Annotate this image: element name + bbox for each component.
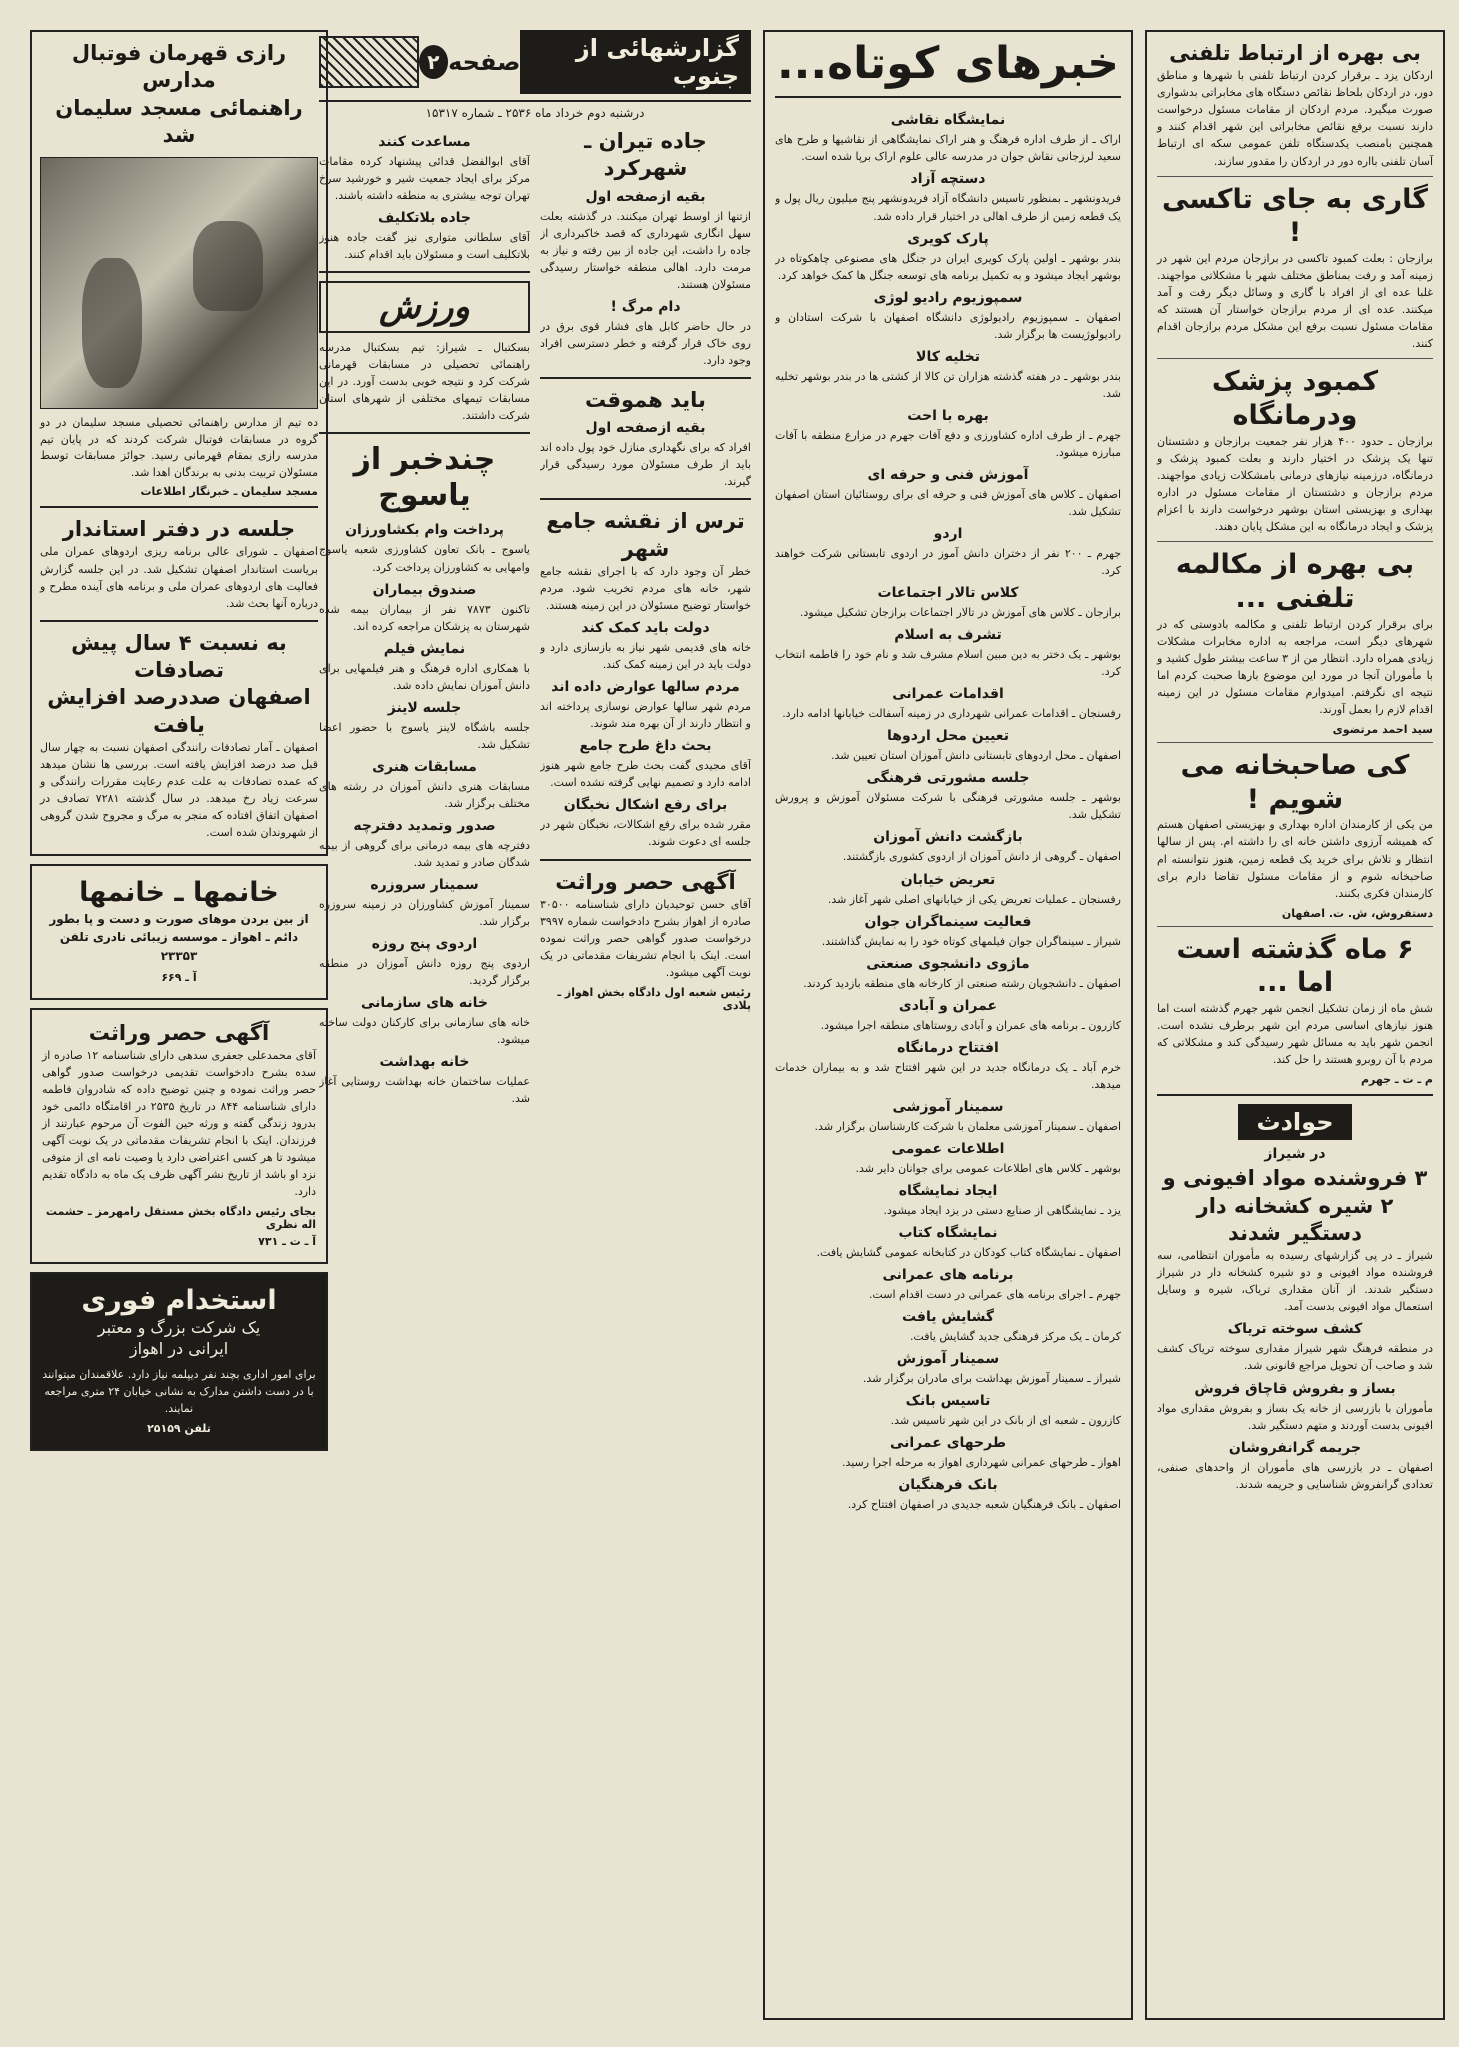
article-smuggler: مأموران با بازرسی از خانه یک بساز و بفروش مقداری مواد افیونی بدست آوردند و متهم دستگیر شد. bbox=[1157, 1401, 1433, 1432]
short-news-item-body: جهرم ـ اجرای برنامه های عمرانی در دست اقدام است. bbox=[868, 1287, 1121, 1301]
article-fear: خطر آن وجود دارد که با اجرای نقشه جامع شهر، خانه های مردم تخریب شود. مردم خواستار توضیح مسئولان در این زمینه هستند. bbox=[540, 565, 751, 613]
subhead-road-1: دام مرگ ! bbox=[610, 298, 681, 315]
short-news-item-body: اصفهان ـ سمپوزیوم رادیولوژی دانشگاه اصفهان با شرکت استادان و رادیولوژیست ها برگزار شد. bbox=[775, 310, 1121, 341]
short-news-item-heading: عمران و آبادی bbox=[898, 997, 998, 1014]
right-column bbox=[1145, 30, 1445, 2020]
headline-home-owner: کی صاحبخانه می شویم ! bbox=[1180, 749, 1410, 815]
short-news-item-body: شیراز ـ سینماگران جوان فیلمهای کوتاه خود را به نمایش گذاشتند. bbox=[821, 934, 1121, 948]
article-fear-1: خانه های قدیمی شهر نیاز به بازسازی دارد و دولت باید در این زمینه کمک کند. bbox=[540, 641, 751, 672]
short-news-item-body: جهرم ـ ۲۰۰ نفر از دختران دانش آموز در اردوی تابستانی شرکت خواهند کرد. bbox=[775, 547, 1121, 578]
ladies-ad-body: از بین بردن موهای صورت و دست و پا بطور دائم ـ اهواز ـ موسسه زیبائی نادری تلفن ۲۳۳۵۳ bbox=[49, 911, 309, 964]
short-news-item-heading: گشایش یافت bbox=[901, 1309, 995, 1326]
article-road-3: آقای سلطانی متواری نیز گفت جاده هنوز بلاتکلیف است و مسئولان باید اقدام کنند. bbox=[319, 231, 530, 262]
short-news-item-body: رفسنجان ـ اقدامات عمرانی شهرداری در زمینه آسفالت خیابانها ادامه دارد. bbox=[782, 707, 1121, 721]
yasouj-item-heading: نمایش فیلم bbox=[383, 640, 466, 657]
road-continued-from: بقیه ازصفحه اول bbox=[585, 188, 706, 205]
yasouj-item-heading: صندوق بیماران bbox=[372, 581, 477, 598]
article-road-1: در حال حاضر کابل های فشار قوی برق در روی خاک قرار گرفته و خطر دسترسی افراد وجود دارد. bbox=[540, 319, 751, 367]
article-must: افراد که برای نگهداری منازل خود پول داده اند باید از طرف مسئولان مورد رسیدگی قرار گیرند. bbox=[540, 441, 751, 489]
short-news-item-body: یزد ـ نمایشگاهی از صنایع دستی در یزد ایجاد میشود. bbox=[883, 1203, 1121, 1217]
short-news-item-body: کازرون ـ برنامه های عمران و آبادی روستاهای منطقه اجرا میشود. bbox=[820, 1018, 1121, 1032]
yasouj-item-body: جلسه باشگاه لاینز یاسوج با حضور اعضا تشکیل شد. bbox=[319, 720, 530, 751]
subhead-overpricing: جریمه گرانفروشان bbox=[1228, 1439, 1362, 1456]
section-tag: گزارشهائی از جنوب bbox=[520, 30, 751, 94]
left-column bbox=[30, 30, 328, 2020]
short-news-item-heading: اردو bbox=[933, 526, 963, 543]
short-news-item-body: اصفهان ـ محل اردوهای تابستانی دانش آموزان استان تعیین شد. bbox=[830, 749, 1121, 763]
short-news-item-heading: نمایشگاه نقاشی bbox=[890, 112, 1006, 129]
article-accidents: اصفهان ـ آمار تصادفات رانندگی اصفهان نسبت به چهار سال قبل صد درصد افزایش یافته است. بررسی ها نشان میدهد که عمده تصادفات به علت عدم رعایت مقررات رانندگی و سرعت زیاد رخ میدهد. در سال گذشته ۷۲۸۱ تصادف در اصفهان اتفاق افتاده که منجر به مرگ و مجروح شدن گروهی از شهروندان شده است. bbox=[40, 740, 318, 840]
signature-phone-call: سید احمد مرتضوی bbox=[1332, 722, 1433, 736]
article-meeting: اصفهان ـ شورای عالی برنامه ریزی اردوهای عمران ملی بریاست استاندار اصفهان تشکیل شد. در این جلسه گزارش فعالیت های اردوهای عمران ملی و برنامه های آینده مطرح و درباره آنها بحث شد. bbox=[40, 545, 318, 610]
yasouj-item-body: تاکنون ۷۸۷۳ نفر از بیماران بیمه شده شهرستان به پزشکان مراجعه کرده اند. bbox=[319, 602, 530, 633]
center-block bbox=[319, 30, 751, 2020]
subhead-fear-1: دولت باید کمک کند bbox=[581, 620, 710, 637]
short-news-item-heading: برنامه های عمرانی bbox=[882, 1266, 1014, 1283]
short-news-item-body: اراک ـ از طرف اداره فرهنگ و هنر اراک نمایشگاهی از نقاشیها و طرح های سعید لرزجانی نقاش جوان در مدرسه عالی علوم اراک برپا شده است. bbox=[775, 133, 1121, 164]
article-sports: بسکتبال ـ شیراز: تیم بسکتبال مدرسه راهنمائی تحصیلی در مسابقات قهرمانی شرکت کرد و نتیجه خوبی بدست آورد. در این مسابقات تیمهای مختلفی از شهرهای استان شرکت داشتند. bbox=[319, 341, 530, 423]
short-news-item-heading: پارک کویری bbox=[907, 230, 989, 247]
job-ad-line-2: ایرانی در اهواز bbox=[129, 1338, 229, 1358]
headline-fear: ترس از نقشه جامع شهر bbox=[546, 509, 745, 561]
short-news-item-heading: افتتاح درمانگاه bbox=[897, 1039, 999, 1056]
heir-ad bbox=[30, 1008, 328, 1265]
short-news-item-heading: ایجاد نمایشگاه bbox=[898, 1182, 998, 1199]
short-news-item-heading: ماژوی دانشجوی صنعتی bbox=[866, 955, 1030, 972]
article-fear-4: مقرر شده برای رفع اشکالات، نخبگان شهر در جلسه ای دعوت شوند. bbox=[540, 818, 751, 849]
article-opium-sellers: شیراز ـ در پی گزارشهای رسیده به مأموران انتظامی، سه فروشنده مواد افیونی و دو شیره کشخانه دار در شیراز دستگیر شدند. از آنان مقداری تریاک، شیره و وسایل استعمال مواد افیونی بدست آمد. bbox=[1157, 1249, 1433, 1314]
job-ad-body: برای امور اداری بچند نفر دیپلمه نیاز دارد. علاقمندان میتوانند با در دست داشتن مدارک به نشانی خیابان ۲۴ متری مراجعه نمایند. bbox=[42, 1367, 316, 1415]
job-ad-title: استخدام فوری bbox=[81, 1285, 277, 1317]
short-news-item-body: اهواز ـ طرحهای عمرانی شهرداری اهواز به مرحله اجرا رسید. bbox=[841, 1456, 1121, 1470]
short-news-item-heading: تشرف به اسلام bbox=[894, 627, 1002, 644]
short-news-item-body: بوشهر ـ یک دختر به دین مبین اسلام مشرف شد و نام خود را فاطمه انتخاب کرد. bbox=[775, 648, 1121, 679]
short-news-item-body: کازرون ـ شعبه ای از بانک در این شهر تاسیس شد. bbox=[890, 1414, 1121, 1428]
short-news-list bbox=[775, 112, 1121, 1033]
article-road-2: آقای ابوالفضل قدائی پیشنهاد کرده مقامات مرکز برای ایجاد جمعیت شیر و خورشید سرخ تهران توجه بیشتری به منطقه داشته باشند. bbox=[319, 155, 530, 203]
headline-meeting: جلسه در دفتر استاندار bbox=[62, 517, 296, 542]
short-news-item-heading: سمینار آموزشی bbox=[892, 1098, 1004, 1115]
signature-inheritance-ad: رئیس شعبه اول دادگاه بخش اهواز ـ پلادی bbox=[557, 986, 751, 1013]
page-banner bbox=[319, 30, 751, 102]
heir-ad-ref: آ ـ ت ـ ۷۳۱ bbox=[258, 1235, 316, 1249]
yasouj-item-heading: صدور وتمدید دفترچه bbox=[353, 817, 496, 834]
yasouj-item-body: خانه های سازمانی برای کارکنان دولت ساخته میشود. bbox=[319, 1016, 530, 1047]
center-right-subcolumn bbox=[540, 128, 751, 1112]
short-news-item-heading: دستچه آزاد bbox=[910, 171, 986, 188]
page-number: ۲ bbox=[419, 45, 449, 79]
short-news-item-body: بندر بوشهر ـ در هفته گذشته هزاران تن کالا از کشتی ها در بندر بوشهر تخلیه شد. bbox=[775, 369, 1121, 400]
article-phone-connection: اردکان یزد ـ برقرار کردن ارتباط تلفنی با شهرها و مناطق دور، در اردکان بلحاظ نقائص دستگاه های مخابراتی بدشواری صورت میگیرد. مردم اردکان از مقامات مسئول درخواست دارند نسبت برفع نقائص مخابراتی این شهر اقدام کنند و همچنین بامنصب یکدستگاه تلفن عمومی سکه ای ارتباط آسان تلفنی بااره دور در اردکان را مقدور سازند. bbox=[1157, 69, 1433, 168]
short-news-item-body: اصفهان ـ دانشجویان رشته صنعتی از کارخانه های منطقه بازدید کردند. bbox=[803, 976, 1121, 990]
yasouj-item-body: عملیات ساختمان خانه بهداشت روستایی آغاز شد. bbox=[319, 1075, 530, 1106]
short-news-item-heading: جلسه مشورتی فرهنگی bbox=[866, 770, 1030, 787]
job-ad-line-1: یک شرکت بزرگ و معتبر bbox=[97, 1318, 261, 1338]
short-news-item-body: اصفهان ـ سمینار آموزشی معلمان با شرکت کارشناسان برگزار شد. bbox=[814, 1119, 1121, 1133]
ladies-ad-title: خانمها ـ خانمها bbox=[79, 877, 279, 909]
short-news-item-heading: اقدامات عمرانی bbox=[892, 686, 1004, 703]
heir-ad-title: آگهی حصر وراثت bbox=[88, 1020, 270, 1045]
short-news-item-heading: تخلیه کالا bbox=[916, 348, 980, 365]
short-news-list-continued bbox=[775, 1040, 1121, 1514]
short-news-item-heading: طرحهای عمرانی bbox=[889, 1435, 1007, 1452]
must-continued-from: بقیه ازصفحه اول bbox=[585, 420, 706, 437]
article-six-months: شش ماه از زمان تشکیل انجمن شهر جهرم گذشته است اما هنوز نیازهای اساسی مردم این شهر برطرف نشده است. انجمن شهر باید به مسائل شهر رسیدگی کند و مشکلاتی که مردم با آن روبرو هستند را حل کند. bbox=[1157, 1002, 1433, 1067]
football-photo bbox=[40, 157, 318, 409]
headline-cart-taxi: گاری به جای تاکسی ! bbox=[1162, 183, 1428, 249]
yasouj-item-heading: جلسه لاینز bbox=[387, 699, 462, 716]
accidents-city: در شیراز bbox=[1264, 1146, 1326, 1163]
yasouj-list bbox=[319, 522, 530, 1107]
subhead-fear-4: برای رفع اشکال نخبگان bbox=[563, 797, 728, 814]
short-news-item-heading: تاسیس بانک bbox=[905, 1393, 991, 1410]
short-news-item-body: اصفهان ـ نمایشگاه کتاب کودکان در کتابخانه عمومی گشایش یافت. bbox=[816, 1245, 1121, 1259]
sports-logo: ورزش bbox=[319, 281, 530, 333]
article-fear-2: مردم شهر سالها عوارض نوسازی پرداخته اند و انتظار دارند از آن بهره مند شوند. bbox=[540, 700, 751, 731]
short-news-item-heading: تعریض خیابان bbox=[900, 871, 996, 888]
headline-doctor-shortage: کمبود پزشک ودرمانگاه bbox=[1211, 366, 1379, 432]
article-fear-3: آقای مجیدی گفت بحث طرح جامع شهر هنوز ادامه دارد و تصمیم نهایی گرفته نشده است. bbox=[540, 759, 751, 790]
headline-six-months: ۶ ماه گذشته است اما ... bbox=[1176, 933, 1414, 999]
short-news-title: خبرهای کوتاه... bbox=[776, 38, 1120, 89]
article-phone-call: برای برقرار کردن ارتباط تلفنی و مکالمه بادوستی که در شهرهای دیگر است، مراجعه به اداره مخابرات مشکلات زیادی همراه دارد. انتظار من از ۳ ساعت بیشتر طول کشید و با مأموران آنجا در مورد این موضوع بارها صحبت کردم اما نتیجه ای نگرفتم. امیدوارم مقامات مسئول در این زمینه اقدام لازم را بعمل آورند. bbox=[1157, 617, 1434, 716]
short-news-item-heading: فعالیت سینماگران جوان bbox=[864, 913, 1032, 930]
short-news-item-heading: سمینار آموزش bbox=[896, 1351, 1000, 1368]
short-news-item-body: برازجان ـ کلاس های آموزش در تالار اجتماعات برازجان تشکیل میشود. bbox=[799, 606, 1121, 620]
short-news-item-body: بندر بوشهر ـ اولین پارک کویری ایران در جنگل های مصنوعی چاهکوتاه در بوشهر ایجاد میشود و به تکمیل برنامه های توسعه جنگل ها کمک خواهد کرد. bbox=[775, 251, 1121, 282]
short-news-item-body: شیراز ـ سمینار آموزش بهداشت برای مادران برگزار شد. bbox=[862, 1372, 1121, 1386]
short-news-item-body: اصفهان ـ گروهی از دانش آموزان از اردوی کشوری بازگشتند. bbox=[842, 850, 1121, 864]
short-news-item-heading: تعیین محل اردوها bbox=[887, 728, 1009, 745]
article-opium-found: در منطقه فرهنگ شهر شیراز مقداری سوخته تریاک کشف شد و صاحب آن تحویل مراجع قانونی شد. bbox=[1157, 1342, 1433, 1373]
yasouj-item-heading: سمینار سروزره bbox=[370, 877, 479, 894]
short-news-item-heading: کلاس تالار اجتماعات bbox=[877, 585, 1019, 602]
subhead-opium-found: کشف سوخته تریاک bbox=[1227, 1321, 1363, 1338]
yasouj-title: چندخبر از یاسوج bbox=[353, 442, 496, 514]
center-left-subcolumn bbox=[319, 128, 530, 1112]
article-home-owner: من یکی از کارمندان اداره بهداری و بهزیستی اصفهان هستم که همیشه آرزوی داشتن خانه ای را داشته ام. پس از سالها انتظار و تلاش برای خرید یک قطعه زمین، هنوز نتوانسته ام صاحبخانه شوم و از مقامات مسئول تقاضا دارم برای کارمندان فکری بکنند. bbox=[1157, 818, 1433, 900]
short-news-item-body: اصفهان ـ بانک فرهنگیان شعبه جدیدی در اصفهان افتتاح کرد. bbox=[847, 1498, 1121, 1512]
subhead-fear-3: بحث داغ طرح جامع bbox=[579, 738, 712, 755]
subhead-smuggler: بساز و بفروش قاچاق فروش bbox=[1194, 1380, 1396, 1397]
accidents-section-tag: حوادث bbox=[1238, 1104, 1351, 1140]
yasouj-item-heading: خانه های سازمانی bbox=[360, 995, 489, 1012]
short-news-item-body: کرمان ـ یک مرکز فرهنگی جدید گشایش یافت. bbox=[909, 1330, 1121, 1344]
headline-opium-sellers: ۳ فروشنده مواد افیونی و ۲ شیره کشخانه دار دستگیر شدند bbox=[1162, 1166, 1428, 1245]
article-inheritance-ad: آقای حسن توحیدیان دارای شناسنامه ۳۰۵۰۰ صادره از اهواز بشرح دادخواست شماره ۳۹۹۷ درخواست صدور گواهی حصر وراثت نموده است. اینک با انجام تشریفات مقدماتی در یک نوبت آگهی میشود. bbox=[540, 897, 751, 979]
short-news-item-body: رفسنجان ـ عملیات تعریض یکی از خیابانهای اصلی شهر آغاز شد. bbox=[827, 892, 1121, 906]
headline-accidents-1: به نسبت ۴ سال پیش تصادفات bbox=[71, 630, 287, 682]
signature-six-months: م ـ ت ـ جهرم bbox=[1360, 1073, 1433, 1087]
issue-line: درشنبه دوم خرداد ماه ۲۵۳۶ ـ شماره ۱۵۳۱۷ bbox=[425, 106, 645, 120]
short-news-item-heading: بازگشت دانش آموزان bbox=[873, 829, 1023, 846]
short-news-item-heading: سمپوزیوم رادیو لوژی bbox=[873, 289, 1023, 306]
heir-ad-body: آقای محمدعلی جعفری سدهی دارای شناسنامه ۱۲ صادره از سده بشرح دادخواست تقدیمی درخواست صدور گواهی حصر وراثت نموده و چنین توضیح داده که شادروان فاطمه دارای شناسنامه ۸۴۴ در تاریخ ۲۵۳۵ در اقامتگاه دائمی خود بدرود زندگی گفته و ورثه حین الفوت آن مرحوم عبارتند از فرزندان. اینک با انجام تشریفات مقدماتی در یک نوبت آگهی میشود تا هر کسی اعتراضی دارد یا وصیت نامه ای از متوفی نزد او باشد از تاریخ نشر آگهی ظرف یک ماه به دادگاه تقدیم دارد. bbox=[42, 1048, 316, 1199]
short-news-item-body: اصفهان ـ کلاس های آموزش فنی و حرفه ای برای روستائیان استان اصفهان تشکیل شد. bbox=[775, 487, 1121, 518]
short-news-column bbox=[763, 30, 1133, 2020]
ladies-ad-ref: آ ـ ۶۶۹ bbox=[161, 970, 197, 984]
headline-inheritance-ad: آگهی حصر وراثت bbox=[555, 869, 736, 894]
headline-must: باید هموقت bbox=[585, 387, 706, 412]
football-signature: مسجد سلیمان ـ خبرنگار اطلاعات bbox=[140, 485, 318, 499]
headline-football-2: راهنمائی مسجد سلیمان شد bbox=[55, 95, 303, 147]
heir-ad-signature: بجای رئیس دادگاه بخش مستقل رامهرمز ـ حشمت اله نظری bbox=[45, 1205, 316, 1232]
short-news-item-body: بوشهر ـ جلسه مشورتی فرهنگی با شرکت مسئولان آموزش و پرورش تشکیل شد. bbox=[775, 791, 1121, 822]
subhead-fear-2: مردم سالها عوارض داده اند bbox=[551, 679, 740, 696]
signature-home-owner: دستفروش، ش. ت. اصفهان bbox=[1281, 906, 1433, 920]
yasouj-item-body: یاسوج ـ بانک تعاون کشاورزی شعبه یاسوج وامهایی به کشاورزان پرداخت کرد. bbox=[319, 543, 530, 574]
yasouj-item-body: با همکاری اداره فرهنگ و هنر فیلمهایی برای دانش آموزان نمایش داده شد. bbox=[319, 661, 530, 692]
headline-road: جاده تیران ـ شهرکرد bbox=[584, 129, 707, 181]
page-label: صفحه bbox=[448, 48, 521, 76]
masthead-ornament bbox=[319, 36, 419, 88]
football-box bbox=[30, 30, 328, 856]
article-road: ازتنها از اوسط تهران میکنند. در گذشته بعلت سهل انگاری شهرداری که قصد خاکبرداری از جاده را داشت، این جاده از بین رفته و نیاز به مرمت دارد. اهالی منطقه خواستار رسیدگی مسئولان هستند. bbox=[540, 209, 751, 291]
yasouj-item-heading: مسابقات هنری bbox=[372, 758, 477, 775]
headline-football-1: رازی قهرمان فوتبال مدارس bbox=[71, 41, 287, 93]
short-news-item-body: بوشهر ـ کلاس های اطلاعات عمومی برای جوانان دایر شد. bbox=[855, 1161, 1121, 1175]
short-news-item-heading: نمایشگاه کتاب bbox=[898, 1224, 998, 1241]
yasouj-item-body: اردوی پنج روزه دانش آموزان در منطقه برگزار گردید. bbox=[319, 957, 530, 988]
yasouj-item-heading: پرداخت وام بکشاورزان bbox=[345, 522, 504, 539]
short-news-item-heading: آموزش فنی و حرفه ای bbox=[867, 466, 1029, 483]
short-news-item-body: جهرم ـ از طرف اداره کشاورزی و دفع آفات جهرم در مزارع منطقه با آفات مبارزه میشود. bbox=[775, 428, 1121, 459]
short-news-item-body: فریدونشهر ـ بمنظور تاسیس دانشگاه آزاد فریدونشهر پنج میلیون ریال پول و یک قطعه زمین از طرف اهالی در اختیار قرار داده شد. bbox=[775, 192, 1121, 223]
short-news-item-heading: بهره با احت bbox=[907, 407, 989, 424]
headline-phone-call: بی بهره از مکالمه تلفنی ... bbox=[1175, 549, 1415, 614]
job-ad-phone: تلفن ۲۵۱۵۹ bbox=[147, 1421, 211, 1435]
headline-accidents-2: اصفهان صددرصد افزایش یافت bbox=[47, 685, 311, 737]
ladies-ad bbox=[30, 864, 328, 1000]
article-cart-taxi: برازجان : بعلت کمبود تاکسی در برازجان مردم این شهر در زمینه آمد و رفت بمناطق مختلف شهر با مشکلاتی مواجهند. غلبا عده ای از افراد با گاری و وسائل دیگر رفت و آمد میکنند. عده ای از مردم برازجان خواستار آن هستند که مقامات مسئول نسبت برفع این مشکل مردم برازجان اقدام کنند. bbox=[1157, 252, 1433, 351]
yasouj-item-body: سمینار آموزش کشاورزان در زمینه سروزره برگزار شد. bbox=[319, 898, 530, 929]
yasouj-item-heading: خانه بهداشت bbox=[379, 1054, 470, 1071]
short-news-item-heading: اطلاعات عمومی bbox=[891, 1140, 1005, 1157]
job-ad bbox=[30, 1272, 328, 1450]
yasouj-item-body: مسابقات هنری دانش آموزان در رشته های مختلف برگزار شد. bbox=[319, 779, 530, 810]
short-news-item-body: خرم آباد ـ یک درمانگاه جدید در این شهر افتتاح شد و به بیماران خدمات میدهد. bbox=[775, 1060, 1121, 1091]
yasouj-item-heading: اردوی پنج روزه bbox=[371, 936, 478, 953]
subhead-road-2: مساعدت کنند bbox=[378, 134, 471, 150]
subhead-road-3: جاده بلاتکلیف bbox=[377, 210, 472, 227]
yasouj-item-body: دفترچه های بیمه درمانی برای گروهی از بیمه شدگان صادر و تمدید شد. bbox=[319, 838, 530, 869]
article-doctor-shortage: برازجان ـ حدود ۴۰۰ هزار نفر جمعیت برازجان و دشتستان تنها یک پزشک در اختیار دارند و بعلت کمبود پزشک و درمانگاه، درزمینه نیازهای درمانی بامشکلات زیادی مواجهند. مردم برازجان و دشتستان از مقامات مسئول در اداره بهداری و بهزیستی استان بوشهر درخواست دارند با اعزام پزشک و ایجاد درمانگاه به این مشکل پایان دهند. bbox=[1157, 434, 1433, 534]
headline-phone-connection: بی بهره از ارتباط تلفنی bbox=[1169, 41, 1421, 65]
article-overpricing: اصفهان ـ در بازرسی های مأموران از واحدهای صنفی، تعدادی گرانفروش شناسایی و جریمه شدند. bbox=[1157, 1460, 1433, 1491]
short-news-item-heading: بانک فرهنگیان bbox=[898, 1477, 998, 1494]
football-caption: ده تیم از مدارس راهنمائی تحصیلی مسجد سلیمان در دو گروه در مسابقات فوتبال شرکت کردند که در پایان تیم مدرسه رازی بمقام قهرمانی رسید. جوائز مسابقات توسط مسئولان تربیت بدنی به برندگان اهدا شد. bbox=[40, 416, 318, 479]
